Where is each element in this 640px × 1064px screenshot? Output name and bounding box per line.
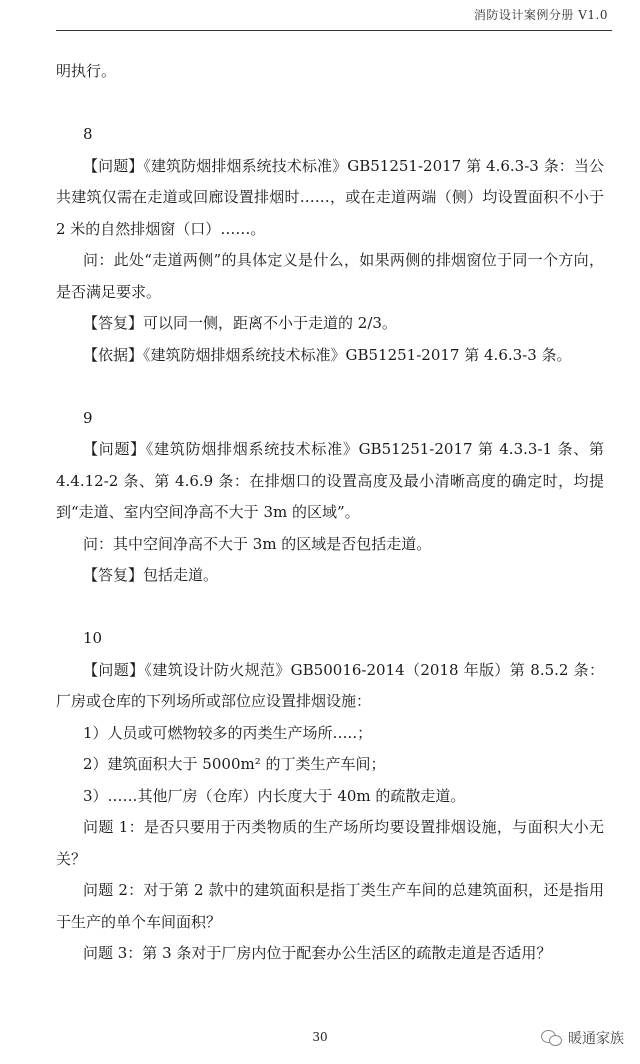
item-8-basis: 【依据】《建筑防烟排烟系统技术标准》GB51251-2017 第 4.6.3-3 条。: [83, 345, 572, 364]
item-8-number: 8: [83, 125, 93, 143]
item-10-list-2: 2）建筑面积大于 5000m² 的丁类生产车间；: [83, 755, 386, 773]
item-10-question: 【问题】《建筑设计防火规范》GB50016-2014（2018 年版）第 8.5.2 条：厂房或仓库的下列场所或部位应设置排烟设施：: [56, 660, 604, 710]
intro-line: 明执行。: [56, 62, 117, 80]
watermark: [541, 1028, 624, 1048]
item-10-question-1: 问题 1：是否只要用于丙类物质的生产场所均要设置排烟设施，与面积大小无关？: [56, 818, 604, 868]
item-8-ask: 问：此处“走道两侧”的具体定义是什么，如果两侧的排烟窗位于同一个方向，是否满足要求。: [56, 251, 604, 301]
item-8-question: 【问题】《建筑防烟排烟系统技术标准》GB51251-2017 第 4.6.3-3 条：当公共建筑仅需在走道或回廊设置排烟时……，或在走道两端（侧）均设置面积不小于 2 米的自然排烟窗（口）……。: [56, 156, 604, 238]
item-10-number: 10: [83, 629, 103, 647]
item-9-ask: 问：其中空间净高不大于 3m 的区域是否包括走道。: [83, 534, 432, 553]
item-10-list-3: 3）……其他厂房（仓库）内长度大于 40m 的疏散走道。: [83, 786, 466, 805]
item-10-question-2: 问题 2：对于第 2 款中的建筑面积是指丁类生产车间的总建筑面积，还是指用于生产的单个车间面积？: [56, 881, 604, 931]
watermark-text: 暖通家族: [568, 1031, 624, 1047]
item-10-question-3: 问题 3：第 3 条对于厂房内位于配套办公生活区的疏散走道是否适用？: [83, 944, 552, 962]
header-divider: [56, 30, 612, 31]
item-9-question: 【问题】《建筑防烟排烟系统技术标准》GB51251-2017 第 4.3.3-1 条、第 4.4.12-2 条、第 4.6.9 条：在排烟口的设置高度及最小清晰高度的确定时，均提到“走道、室内空间净高不大于 3m 的区域”。: [56, 440, 604, 521]
page-number: 30: [312, 1030, 328, 1044]
item-9-number: 9: [83, 408, 93, 427]
page-header-title: 消防设计案例分册 V1.0: [473, 8, 608, 22]
document-body: [56, 56, 604, 970]
item-9-answer: 【答复】包括走道。: [83, 566, 219, 584]
item-8-answer: 【答复】可以同一侧，距离不小于走道的 2/3。: [83, 314, 397, 332]
wechat-icon: [541, 1029, 563, 1047]
item-10-list-1: 1）人员或可燃物较多的丙类生产场所…..；: [83, 723, 373, 742]
